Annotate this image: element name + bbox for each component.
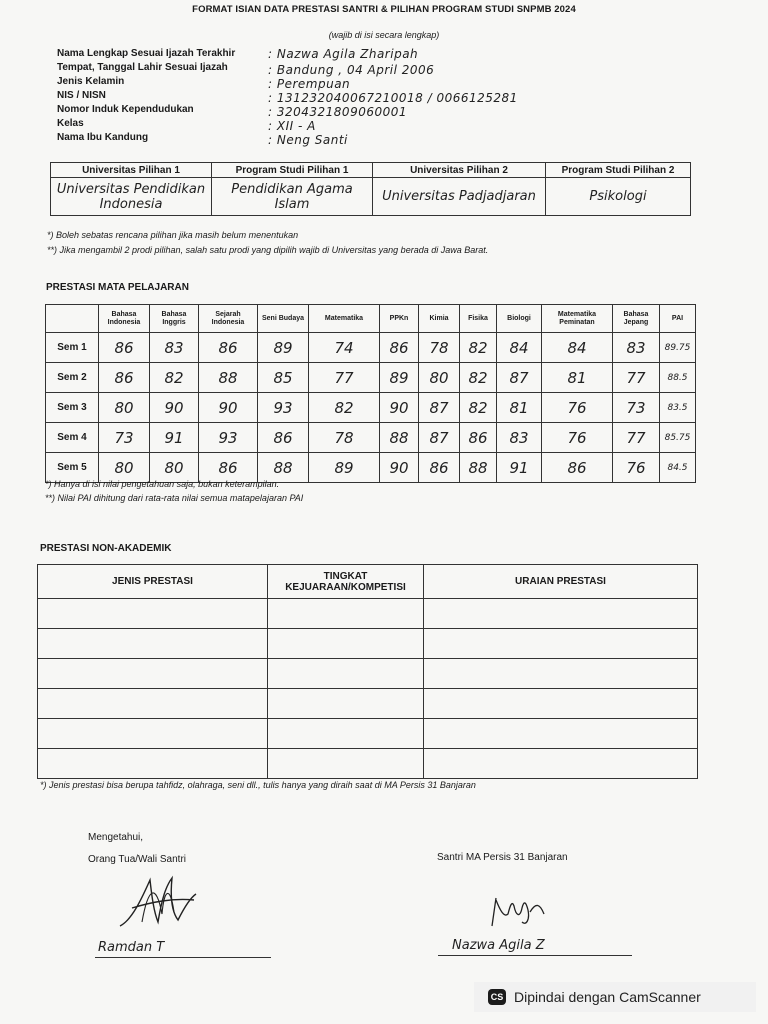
label-full-name: Nama Lengkap Sesuai Ijazah Terakhir xyxy=(57,48,236,59)
form-title: FORMAT ISIAN DATA PRESTASI SANTRI & PILIHAN PROGRAM STUDI SNPMB 2024 xyxy=(192,4,576,15)
grade-cell: 88 xyxy=(460,453,497,483)
grade-cell: 85 xyxy=(258,363,309,393)
table-row xyxy=(46,393,696,423)
grade-cell: 86 xyxy=(419,453,460,483)
grade-cell: 89 xyxy=(309,453,380,483)
choice-note-1: *) Boleh sebatas rencana pilihan jika masih belum menentukan xyxy=(47,230,299,240)
table-row xyxy=(38,719,698,749)
grade-cell: 83 xyxy=(150,333,199,363)
grade-cell: 87 xyxy=(497,363,542,393)
choice-note-2: **) Jika mengambil 2 prodi pilihan, salah satu prodi yang dipilih wajib di Universitas yang berada di Jawa Barat. xyxy=(47,245,489,255)
subject-header: Bahasa Inggris xyxy=(150,305,199,333)
grade-cell: 88 xyxy=(199,363,258,393)
grades-note-2: **) Nilai PAI dihitung dari rata-rata nilai semua matapelajaran PAI xyxy=(45,493,304,503)
form-subtitle: (wajib di isi secara lengkap) xyxy=(328,30,440,40)
student-label: Santri MA Persis 31 Banjaran xyxy=(437,852,568,863)
value-gender: : Perempuan xyxy=(268,77,351,91)
university-choice-table xyxy=(50,162,691,216)
grade-cell: 90 xyxy=(199,393,258,423)
parent-signature-line xyxy=(95,957,271,958)
subject-header: Sejarah Indonesia xyxy=(199,305,258,333)
grade-cell: 76 xyxy=(542,393,613,423)
grade-cell: 83 xyxy=(613,333,660,363)
student-signature-line xyxy=(438,955,632,956)
grade-cell: 86 xyxy=(258,423,309,453)
grade-cell: 77 xyxy=(309,363,380,393)
grade-cell: 91 xyxy=(150,423,199,453)
student-signature xyxy=(486,890,556,930)
value-birth: : Bandung , 04 April 2006 xyxy=(268,63,435,77)
label-class: Kelas xyxy=(57,118,84,129)
grade-cell: 90 xyxy=(380,393,419,423)
camscanner-logo-icon: CS xyxy=(488,989,506,1005)
value-nis-nisn: : 131232040067210018 / 0066125281 xyxy=(268,91,518,105)
pai-cell: 84.5 xyxy=(660,453,696,483)
nonacademic-note: *) Jenis prestasi bisa berupa tahfidz, olahraga, seni dll., tulis hanya yang diraih saat di MA Persis 31 Banjaran xyxy=(40,780,476,790)
grades-header-row xyxy=(46,305,696,333)
grade-cell: 86 xyxy=(542,453,613,483)
grade-cell: 86 xyxy=(99,333,150,363)
header-achievement-type: JENIS PRESTASI xyxy=(38,565,268,599)
pai-cell: 89.75 xyxy=(660,333,696,363)
grade-cell: 80 xyxy=(150,453,199,483)
subject-header: Bahasa Indonesia xyxy=(99,305,150,333)
semester-label: Sem 4 xyxy=(46,423,99,453)
grade-cell: 73 xyxy=(99,423,150,453)
grade-cell: 81 xyxy=(542,363,613,393)
semester-label: Sem 2 xyxy=(46,363,99,393)
subject-header: Bahasa Jepang xyxy=(613,305,660,333)
label-gender: Jenis Kelamin xyxy=(57,76,125,87)
grade-cell: 80 xyxy=(419,363,460,393)
semester-label: Sem 5 xyxy=(46,453,99,483)
header-university-1: Universitas Pilihan 1 xyxy=(51,163,212,178)
subject-header: PPKn xyxy=(380,305,419,333)
grade-cell: 87 xyxy=(419,393,460,423)
grades-table xyxy=(45,304,696,483)
grade-cell: 86 xyxy=(199,333,258,363)
parent-name: Ramdan T xyxy=(98,940,165,955)
grade-cell: 84 xyxy=(497,333,542,363)
subject-header: Matematika xyxy=(309,305,380,333)
pai-cell: 83.5 xyxy=(660,393,696,423)
pai-cell: 85.75 xyxy=(660,423,696,453)
value-full-name: : Nazwa Agila Zharipah xyxy=(268,47,419,61)
grade-cell: 74 xyxy=(309,333,380,363)
table-row xyxy=(46,453,696,483)
table-row xyxy=(38,659,698,689)
grade-cell: 93 xyxy=(199,423,258,453)
value-university-1: Universitas Pendidikan Indonesia xyxy=(51,178,212,216)
header-achievement-description: URAIAN PRESTASI xyxy=(424,565,698,599)
grade-cell: 89 xyxy=(258,333,309,363)
table-row xyxy=(46,363,696,393)
grade-cell: 86 xyxy=(99,363,150,393)
grade-cell: 82 xyxy=(460,393,497,423)
header-program-2: Program Studi Pilihan 2 xyxy=(546,163,691,178)
grade-cell: 90 xyxy=(150,393,199,423)
grade-cell: 86 xyxy=(380,333,419,363)
parent-signature xyxy=(112,868,202,938)
subject-header: PAI xyxy=(660,305,696,333)
grade-cell: 77 xyxy=(613,423,660,453)
subject-header: Matematika Peminatan xyxy=(542,305,613,333)
table-row xyxy=(38,689,698,719)
grade-cell: 91 xyxy=(497,453,542,483)
grade-cell: 83 xyxy=(497,423,542,453)
camscanner-watermark xyxy=(474,982,756,1012)
grade-cell: 88 xyxy=(380,423,419,453)
nonacademic-table xyxy=(37,564,698,779)
grade-cell: 80 xyxy=(99,453,150,483)
grade-cell: 84 xyxy=(542,333,613,363)
grade-cell: 86 xyxy=(460,423,497,453)
subject-header: Seni Budaya xyxy=(258,305,309,333)
grade-cell: 82 xyxy=(150,363,199,393)
grade-cell: 76 xyxy=(613,453,660,483)
table-row xyxy=(38,629,698,659)
label-nis-nisn: NIS / NISN xyxy=(57,90,106,101)
table-row xyxy=(38,599,698,629)
grade-cell: 87 xyxy=(419,423,460,453)
grade-cell: 73 xyxy=(613,393,660,423)
header-program-1: Program Studi Pilihan 1 xyxy=(212,163,373,178)
grade-cell: 86 xyxy=(199,453,258,483)
grade-cell: 88 xyxy=(258,453,309,483)
value-class: : XII - A xyxy=(268,119,316,133)
grade-cell: 82 xyxy=(460,333,497,363)
subject-header: Biologi xyxy=(497,305,542,333)
label-mother-name: Nama Ibu Kandung xyxy=(57,132,149,143)
header-university-2: Universitas Pilihan 2 xyxy=(373,163,546,178)
grade-cell: 89 xyxy=(380,363,419,393)
grades-section-title: PRESTASI MATA PELAJARAN xyxy=(46,282,189,293)
student-name: Nazwa Agila Z xyxy=(452,938,545,953)
table-row xyxy=(46,333,696,363)
semester-label: Sem 1 xyxy=(46,333,99,363)
parent-label: Orang Tua/Wali Santri xyxy=(88,854,187,865)
value-program-1: Pendidikan Agama Islam xyxy=(212,178,373,216)
table-row xyxy=(46,423,696,453)
acknowledged-label: Mengetahui, xyxy=(88,832,144,843)
grade-cell: 78 xyxy=(309,423,380,453)
grade-cell: 80 xyxy=(99,393,150,423)
grades-note-1: *) Hanya di isi nilai pengetahuan saja, bukan keterampilan. xyxy=(45,479,280,489)
camscanner-text: Dipindai dengan CamScanner xyxy=(514,989,701,1005)
value-mother-name: : Neng Santi xyxy=(268,133,348,147)
grades-corner-cell xyxy=(46,305,99,333)
nonacademic-section-title: PRESTASI NON-AKADEMIK xyxy=(40,543,172,554)
header-competition-level: TINGKAT KEJUARAAN/KOMPETISI xyxy=(268,565,424,599)
label-birth: Tempat, Tanggal Lahir Sesuai Ijazah xyxy=(57,62,228,73)
pai-cell: 88.5 xyxy=(660,363,696,393)
value-nik: : 3204321809060001 xyxy=(268,105,408,119)
grade-cell: 93 xyxy=(258,393,309,423)
grade-cell: 82 xyxy=(460,363,497,393)
grade-cell: 78 xyxy=(419,333,460,363)
nonacademic-header-row xyxy=(38,565,698,599)
grade-cell: 81 xyxy=(497,393,542,423)
subject-header: Kimia xyxy=(419,305,460,333)
table-row xyxy=(38,749,698,779)
grade-cell: 82 xyxy=(309,393,380,423)
semester-label: Sem 3 xyxy=(46,393,99,423)
value-university-2: Universitas Padjadjaran xyxy=(373,178,546,216)
grade-cell: 77 xyxy=(613,363,660,393)
label-nik: Nomor Induk Kependudukan xyxy=(57,104,194,115)
grade-cell: 90 xyxy=(380,453,419,483)
grade-cell: 76 xyxy=(542,423,613,453)
subject-header: Fisika xyxy=(460,305,497,333)
value-program-2: Psikologi xyxy=(546,178,691,216)
